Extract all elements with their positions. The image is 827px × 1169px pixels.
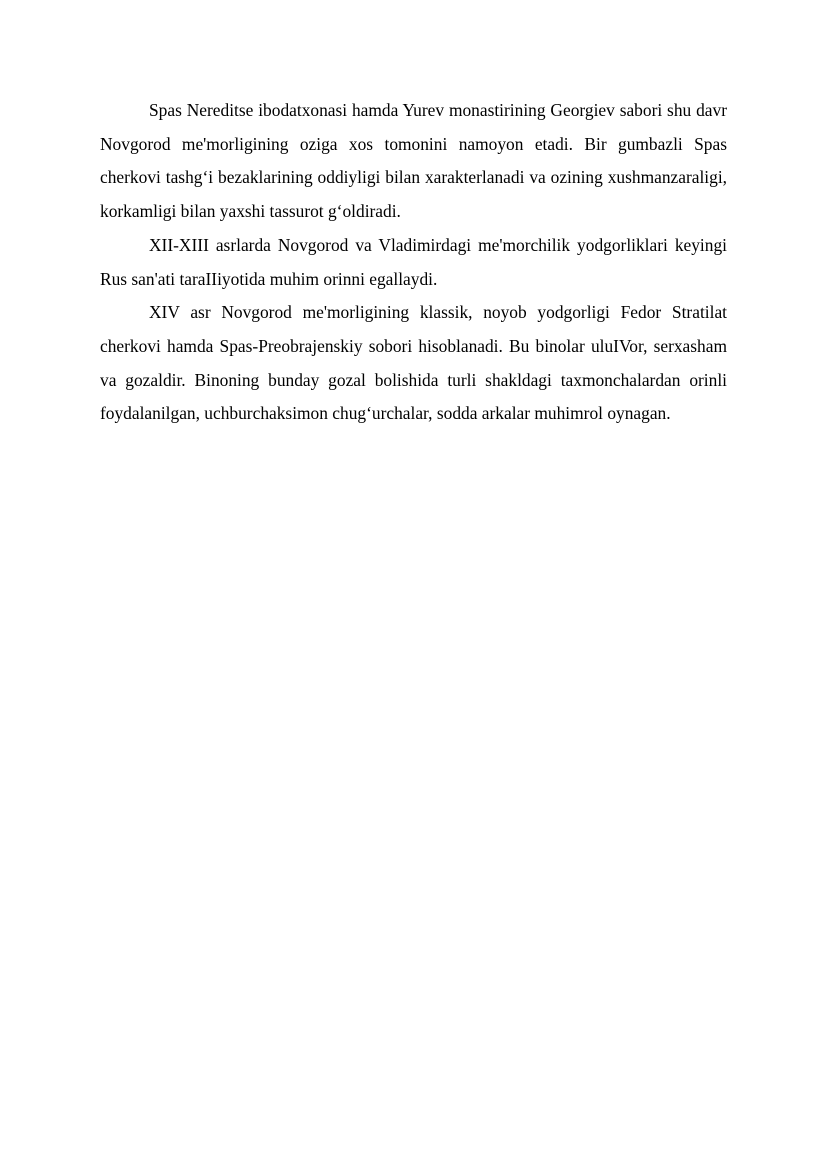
paragraph-novgorod-vladimir: XII-XIII asrlarda Novgorod va Vladimirdagi me'morchilik yodgorliklari keyingi Rus san'ati taraIIiyotida muhim orinni egallaydi.	[100, 234, 727, 289]
paragraph-fedor-stratilat: XIV asr Novgorod me'morligining klassik, noyob yodgorligi Fedor Stratilat cherkovi hamda Spas-Preobrajenskiy sobori hisoblanadi. Bu binolar uluIVor, serxasham va gozaldir. Binoning bunday gozal bolishida turli shakldagi taxmonchalardan orinli foydalanilgan, uchburchaksimon chug‘urchalar, sodda arkalar muhimrol oynagan.	[100, 302, 727, 424]
document-body	[100, 94, 727, 431]
paragraph-spas-nereditse: Spas Nereditse ibodatxonasi hamda Yurev monastirining Georgiev sabori shu davr Novgorod me'morligining oziga xos tomonini namoyon etadi. Bir gumbazli Spas cherkovi tashg‘i bezaklarining oddiyligi bilan xarakterlanadi va ozining xushmanzaraligi, korkamligi bilan yaxshi tassurot g‘oldiradi.	[100, 100, 727, 222]
